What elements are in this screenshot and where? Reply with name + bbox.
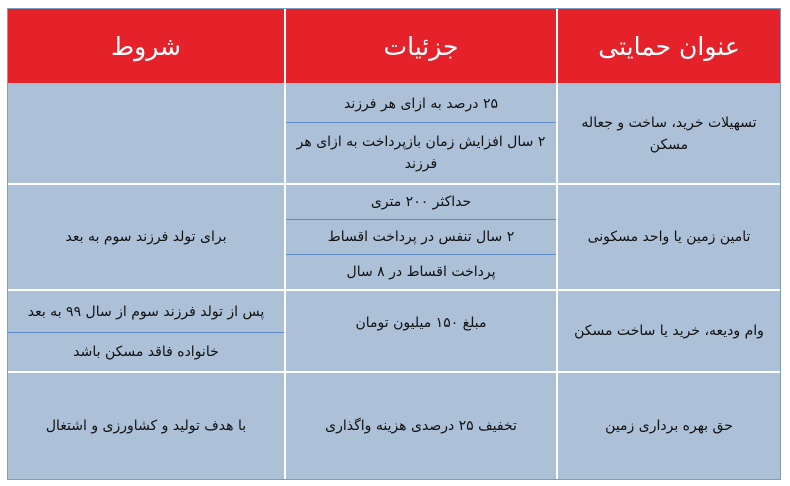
row2-detail-3: پرداخت اقساط در ۸ سال [346,264,496,280]
row4-title: حق بهره برداری زمین [605,418,733,434]
row3-title: وام ودیعه، خرید یا ساخت مسکن [574,323,764,339]
row3-condition-2: خانواده فاقد مسکن باشد [73,344,219,360]
header-details: جزئیات [286,9,556,83]
row2-detail-1: حداکثر ۲۰۰ متری [370,194,472,210]
row2-condition: برای تولد فرزند سوم به بعد [65,229,227,245]
row4-condition: با هدف تولید و کشاورزی و اشتغال [45,418,247,434]
header-support-title: عنوان حمایتی [558,9,780,83]
row3-condition-1: پس از تولد فرزند سوم از سال ۹۹ به بعد [27,303,265,320]
header-conditions: شروط [8,9,284,83]
row3-detail-1: مبلغ ۱۵۰ میلیون تومان [355,315,487,331]
row4-detail-1: تخفیف ۲۵ درصدی هزینه واگذاری [325,418,517,434]
row1-detail-2: ۲ سال افزایش زمان بازپرداخت به ازای هر فرزند [296,134,546,172]
support-table [7,8,781,480]
row1-title: تسهیلات خرید، ساخت و جعاله مسکن [581,115,757,153]
row2-title: تامین زمین یا واحد مسکونی [587,229,751,245]
row2-detail-2: ۲ سال تنفس در پرداخت اقساط [327,229,515,245]
row1-detail-1: ۲۵ درصد به ازای هر فرزند [344,95,498,112]
